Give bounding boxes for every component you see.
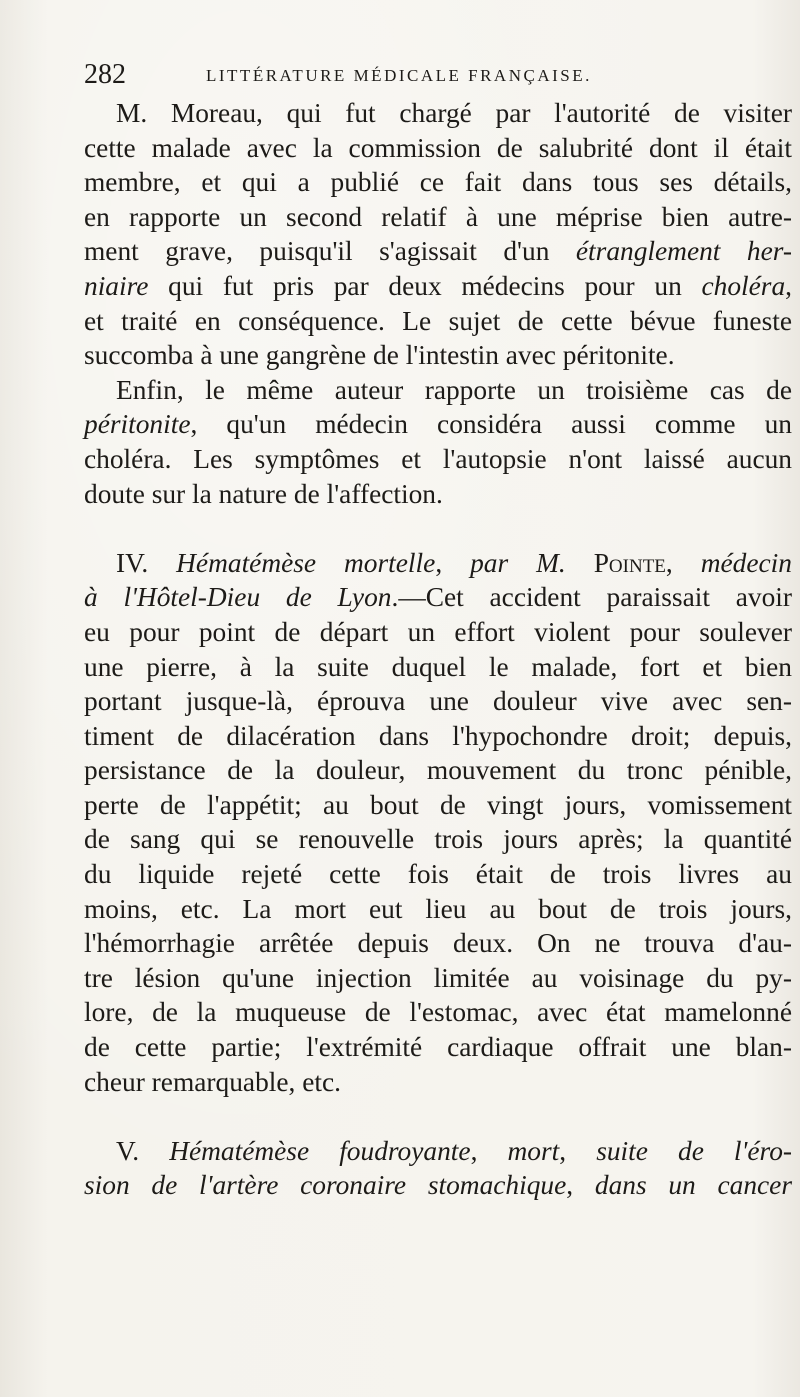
text-line [84, 442, 792, 477]
body-text [84, 96, 792, 1203]
text-line [84, 684, 792, 719]
text-line [84, 753, 792, 788]
text-run: Enfin, le même auteur rapporte un troisième cas de [116, 374, 792, 405]
text-line [84, 719, 792, 754]
italic-run: niaire [84, 270, 149, 301]
text-run [566, 548, 594, 578]
italic-run: mort [507, 1135, 560, 1166]
italic-run: dans un cancer [594, 1170, 792, 1201]
section-number: V. [116, 1135, 170, 1166]
text-line [84, 788, 792, 823]
text-run: , [559, 1135, 597, 1166]
text-run: perte de l'appétit; au bout de vingt jours, vomissement [84, 789, 792, 820]
text-run: , [785, 270, 792, 301]
text-line [84, 304, 792, 339]
text-line [84, 650, 792, 685]
text-run: eu pour point de départ un effort violent pour soulever [84, 616, 792, 647]
text-line [84, 995, 792, 1030]
text-run: , [566, 1170, 595, 1201]
text-run: une pierre, à la suite duquel le malade, fort et bien [84, 651, 792, 682]
text-run: M. Moreau, qui fut chargé par l'autorité de visiter [116, 98, 792, 128]
text-line [84, 1030, 792, 1065]
text-run: lore, de la muqueuse de l'estomac, avec état mamelonné [84, 997, 792, 1028]
text-line [84, 892, 792, 927]
text-line [84, 1065, 792, 1100]
section-heading-line [84, 1134, 792, 1169]
text-line [84, 857, 792, 892]
text-run: ment grave, puisqu'il s'agissait d'un [84, 236, 576, 267]
text-line [84, 477, 792, 512]
italic-run: suite de l'éro- [596, 1135, 793, 1166]
section-heading-line [84, 546, 792, 581]
italic-run: par M. [470, 547, 566, 578]
page-header [84, 58, 784, 92]
italic-run: Hématémèse foudroyante [169, 1135, 471, 1166]
text-line [84, 96, 792, 131]
text-line [84, 1168, 792, 1203]
italic-run: médecin [700, 547, 792, 578]
text-run: qui fut pris par deux médecins pour un [148, 270, 702, 301]
text-run: timent de dilacération dans l'hypochondre droit; depuis, [84, 720, 792, 751]
text-run: cheur remarquable, etc. [84, 1066, 342, 1097]
text-run: en rapporte un second relatif à une méprise bien autre- [84, 201, 792, 232]
text-run: , qu'un médecin considéra aussi comme un [190, 409, 792, 440]
text-run: portant jusque-là, éprouva une douleur vive avec sen- [84, 686, 792, 717]
text-run: tre lésion qu'une injection limitée au voisinage du py- [84, 962, 792, 993]
text-line [84, 234, 792, 269]
text-run: persistance de la douleur, mouvement du tronc pénible, [84, 755, 792, 786]
text-run: membre, et qui a publié ce fait dans tous ses détails, [84, 167, 792, 198]
text-run: choléra. Les symptômes et l'autopsie n'ont laissé aucun [84, 443, 792, 474]
text-line [84, 822, 792, 857]
text-run: l'hémorrhagie arrêtée depuis deux. On ne trouva d'au- [84, 928, 792, 959]
text-run: , [470, 1135, 508, 1166]
text-run: , [435, 547, 471, 578]
text-run: succomba à une gangrène de l'intestin avec péritonite. [84, 340, 675, 371]
page-number: 282 [84, 59, 126, 90]
text-line [84, 165, 792, 200]
text-line [84, 338, 792, 373]
section-number: IV. [116, 547, 177, 578]
italic-run: choléra [701, 270, 786, 301]
text-run: de sang qui se renouvelle trois jours après; la quantité [84, 824, 792, 855]
text-run: et traité en conséquence. Le sujet de cette bévue funeste [84, 305, 792, 336]
text-line [84, 961, 792, 996]
text-line [84, 373, 792, 408]
running-head: LITTÉRATURE MÉDICALE FRANÇAISE. [206, 66, 592, 85]
text-line [84, 200, 792, 235]
text-line [84, 580, 792, 615]
text-run: .—Cet accident paraissait avoir [391, 582, 792, 613]
text-line [84, 615, 792, 650]
italic-run: Hématémèse mortelle [176, 547, 436, 578]
italic-run: sion de l'artère coronaire stomachique [84, 1170, 567, 1201]
italic-run: à l'Hôtel-Dieu de Lyon [84, 582, 392, 613]
text-run: doute sur la nature de l'affection. [84, 478, 443, 509]
author-name: Pointe [593, 547, 666, 578]
text-run: cette malade avec la commission de salubrité dont il était [84, 132, 792, 163]
text-run: du liquide rejeté cette fois était de trois livres au [84, 859, 792, 890]
text-line [84, 926, 792, 961]
text-line [84, 269, 792, 304]
text-run: moins, etc. La mort eut lieu au bout de trois jours, [84, 893, 792, 924]
section-gap [84, 511, 792, 546]
text-line [84, 407, 792, 442]
section-gap [84, 1099, 792, 1134]
text-line [84, 131, 792, 166]
text-run: de cette partie; l'extrémité cardiaque offrait une blan- [84, 1032, 792, 1063]
italic-run: péritonite [84, 409, 191, 440]
italic-run: étranglement her- [575, 236, 792, 267]
text-run: , [665, 547, 701, 578]
